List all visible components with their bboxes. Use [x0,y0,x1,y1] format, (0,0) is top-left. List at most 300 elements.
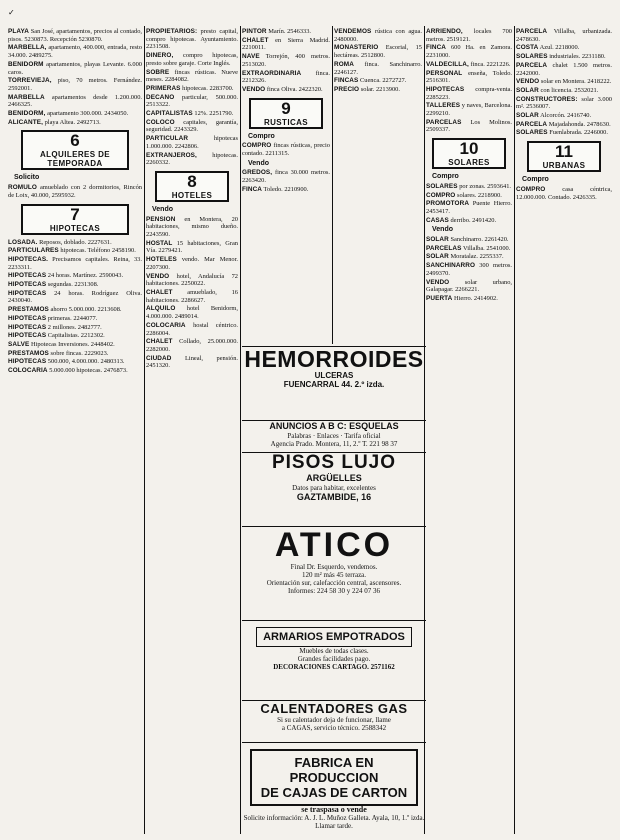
classified-ad [516,78,612,86]
ad-keyword: PARCELAS [426,118,462,126]
ad-title: FABRICA EN PRODUCCION [289,755,379,785]
ad-text: 5.000.000 hipotecas. 2476873. [49,367,128,375]
classified-ad [8,290,142,305]
classified-ad [426,279,512,294]
classified-ad [8,256,142,271]
classified-ad [146,305,238,320]
classified-ad [426,217,512,225]
ad-keyword: COSTA [516,44,539,52]
fabrica-ad [242,742,426,833]
section-number: 11 [555,142,573,162]
ad-keyword: CHALET [146,338,173,346]
ad-keyword: CONSTRUCTORES: [516,95,578,103]
classified-ad [8,341,142,349]
classified-ad [8,281,142,289]
ads-list [516,186,612,201]
ad-text: enseña, Toledo. 2516301. [426,69,512,85]
classified-ad [516,129,612,137]
classified-ad [146,52,238,67]
ad-keyword: COMPRO [426,191,456,199]
ad-keyword: CAPITALISTAS [146,110,193,118]
ad-text: playa Altea. 2492713. [44,118,101,126]
classified-ad [8,306,142,314]
subsection-label: Solicito [14,174,40,182]
ad-keyword: ALICANTE, [8,118,43,126]
ad-text: hipotecas. Teléfono 2458190. [60,247,136,255]
classified-ad [426,236,512,244]
ad-keyword: MARBELLA, [8,44,47,52]
classified-ads-page [8,8,612,834]
ads-list [426,28,512,134]
ad-text: apartamentos desde 1.200.000. 2466325. [8,93,142,109]
ad-text: presto capital, compro hipotecas. Ayuntamiento. 2231508. [146,28,238,51]
ad-keyword: HOSTAL [146,239,173,247]
ad-text: por zonas. 2593641. [459,182,512,190]
section-title: HIPOTECAS [49,223,101,233]
page-corner-mark: ✓ [8,8,15,17]
ad-text: con licencia. 2532021. [540,86,599,94]
classified-ad [242,86,330,94]
classified-ad [426,44,512,59]
ad-keyword: PRESTAMOS [8,349,49,357]
ad-keyword: PUERTA [426,294,453,302]
ad-keyword: VENDO [242,85,266,93]
ad-keyword: SOBRE [146,68,170,76]
ad-keyword: DECANO [146,93,175,101]
ad-keyword: MONASTERIO [334,44,379,52]
ad-keyword: CIUDAD [146,354,172,362]
ad-text: en Montera, 20 habitaciones, mismo dueño. 2243590. [146,215,238,239]
ad-keyword: HIPOTECAS. [8,255,49,263]
ad-text: solar. 2213900. [360,85,400,93]
ad-keyword: SOLARES [426,182,458,190]
classified-ad [146,94,238,109]
ad-line: Final Dr. Esquerdo, vendemos. [290,563,378,571]
classified-ad [516,121,612,129]
ad-text: piso, 70 metros. Fernández. 2592001. [8,77,142,92]
ad-title: CALENTADORES GAS [260,701,408,716]
classified-ad [8,350,142,358]
ad-text: fincas rústicas, precio contado. 2211315. [242,142,330,158]
classified-ad [516,53,612,61]
ad-keyword: BENIDORM, [8,110,46,118]
ad-title: DE CAJAS DE CARTON [260,785,408,800]
ad-text: Toledo. 2210900. [263,185,309,193]
ad-text: Hierro. 2414902. [454,294,498,302]
armarios-ad [242,620,426,699]
classified-ad [8,332,142,340]
section-number: 7 [70,204,80,224]
classified-ad [8,324,142,332]
ad-text: hipotecas. 2260332. [146,151,238,167]
ad-text: Cuenca. 2272727. [360,77,407,85]
classified-ad [426,200,512,215]
ad-keyword: SANCHINARRO [426,262,476,270]
ad-text: Fuenlabrada. 2246000. [549,129,608,137]
classified-ad [426,192,512,200]
ad-text: solares. 2218900. [456,191,502,199]
section-title: ALQUILERES DE TEMPORADA [39,150,111,169]
subsection-label: Compro [522,176,549,184]
classified-ad [516,96,612,111]
subsection-label: Vendo [432,226,454,234]
ad-line: GAZTAMBIDE, 16 [296,492,372,502]
ad-text: amueblado con 2 dormitorios, Rincón de Loix, 40.000, 2595932. [8,184,142,199]
ad-text: Los Molinos. 2509337. [426,118,512,134]
subsection-label: Compro [432,173,459,181]
column-5 [426,28,512,834]
ads-list [8,239,142,375]
classified-ad [334,77,422,85]
classified-ad [8,272,142,280]
classified-ad [516,44,612,52]
ad-keyword: BENIDORM [8,60,44,68]
atico-ad [242,526,426,619]
column-rule [144,26,145,834]
ad-text: 15 habitaciones, Gran Vía. 2279421. [146,239,238,255]
ad-keyword: HOTELES [146,256,177,264]
column-3 [242,28,330,363]
ad-text: Majadahonda. 2478630. [548,120,611,128]
ad-title: ARMARIOS EMPOTRADOS [256,627,412,647]
ad-keyword: SOLAR [516,86,539,94]
ad-text: solar 3.000 m². 2536007. [516,95,612,111]
classified-ad [146,256,238,271]
ad-keyword: SOLAR [516,112,539,120]
section-number: 8 [187,171,197,191]
ad-text: casa céntrica, 12.000.000. Contado. 2426335. [516,185,612,201]
ad-keyword: ARRIENDO, [426,28,463,35]
ad-text: 600 Ha. en Zamora. 2231000. [426,44,512,60]
classified-ad [334,86,422,94]
ad-text: particular, 500.000. 2513322. [146,93,238,109]
classified-ad [426,28,512,43]
ads-list [334,28,422,94]
subsection-label: Vendo [248,159,270,167]
ad-text: Marín. 2546333. [268,28,312,35]
ad-keyword: GREDOS, [242,169,273,177]
ad-line: Si su calentador deja de funcionar, llame [277,716,391,724]
classified-ad [242,169,330,184]
ad-text: Villalba, urbanizada. 2478630. [516,28,612,43]
classified-ad [8,94,142,109]
classified-ad [426,70,512,85]
ad-text: Moratalaz. 2255337. [450,253,504,261]
ad-text: apartamento 300.000. 2434050. [47,110,129,118]
column-4 [334,28,422,348]
classified-ad [146,216,238,239]
ad-keyword: PINTOR [242,28,267,35]
calentadores-ad [242,700,426,741]
ad-keyword: EXTRAORDINARIA [242,69,302,77]
classified-ad [334,61,422,76]
ad-keyword: COLOCARIA [146,321,186,329]
ads-list [8,28,142,126]
classified-ad [516,62,612,77]
ad-keyword: VALDECILLA, [426,60,469,68]
ad-line: ULCERAS [314,371,354,380]
ad-keyword: MARBELLA [8,93,45,101]
ad-keyword: COLOCARIA [8,367,48,375]
ad-line: Orientación sur, calefacción central, ascensores. [266,579,402,587]
ad-text: hotel, Andalucía 72 habitaciones. 2250022. [146,272,238,288]
ad-text: locales 700 metros. 2519121. [426,28,512,43]
classified-ad [8,184,142,199]
section-number: 6 [70,131,80,151]
ad-keyword: NAVE [242,53,260,61]
column-1 [8,28,142,834]
ad-keyword: PENSION [146,215,176,223]
ads-list [426,183,512,225]
ad-title: PISOS LUJO [271,452,397,473]
ad-line: Grandes facilidades pago. [297,655,371,663]
ad-keyword: VENDEMOS [334,28,372,35]
section-title: HOTELES [171,190,213,200]
section-number: 10 [459,139,479,159]
ad-keyword: CHALET [146,288,173,296]
classified-ad [516,186,612,201]
classified-ad [8,239,142,247]
classified-ad [8,28,142,43]
ad-text: Villalba. 2541000. [462,244,511,252]
classified-ad [242,53,330,68]
pisos-lujo-ad [242,452,426,525]
classified-ad [146,289,238,304]
ad-text: hostal céntrico. 2286004. [146,321,238,337]
ads-list [242,28,330,94]
ad-text: finca 30.000 metros. 2263420. [242,169,330,185]
column-rule [514,26,515,834]
subsection-label: Compro [248,132,275,140]
ad-keyword: SALVE [8,340,30,348]
ad-text: solar en Montera. 2418222. [540,78,612,86]
ad-text: 12%. 2251790. [194,110,234,118]
section-header-urbanas [527,141,601,172]
classified-ad [426,102,512,117]
classified-ad [8,110,142,118]
ad-box [250,749,418,806]
ad-text: hipotecas 1.000.000. 2242806. [146,135,238,150]
ad-text: 24 horas. Martínez. 2590043. [47,272,124,280]
section-title: RUSTICAS [263,117,309,127]
ad-keyword: ROMA [334,60,354,68]
anuncios-ad [242,420,426,451]
classified-ad [516,112,612,120]
classified-ad [426,61,512,69]
ad-title: HEMORROIDES [244,346,424,372]
classified-ad [146,152,238,167]
ad-text: primeras. 2244077. [47,314,98,322]
ad-keyword: SOLAR [426,253,449,261]
ad-keyword: COMPRO [242,142,272,150]
ad-text: fincas rústicas. Nueve meses. 2284082. [146,68,238,84]
ad-keyword: PARTICULARES [8,247,59,255]
classified-ad [146,322,238,337]
ad-line: a CAGAS, servicio técnico. 2588342 [281,724,387,732]
classified-ad [426,245,512,253]
ad-keyword: LOSADA. [8,238,38,246]
ad-line: Palabras · Enlaces · Tarifa oficial [287,432,381,440]
ad-keyword: PROPIETARIOS: [146,28,198,35]
ad-text: Alcorcón. 2416740. [540,112,592,120]
section-header-hipotecas [21,204,129,235]
classified-ad [146,273,238,288]
section-title: URBANAS [542,161,586,171]
ad-text: Collado, 25.000.000. 2282000. [146,338,238,353]
ad-keyword: DINERO, [146,52,174,60]
ad-text: chalet 1.500 metros. 2242000. [516,61,612,77]
ad-keyword: PARCELA [516,28,548,35]
classified-ad [146,85,238,93]
ad-keyword: FINCA [242,185,263,193]
ad-keyword: PRIMERAS [146,84,181,92]
ad-text: 24 horas. Rodríguez Oliva. 2430040. [8,289,142,305]
ad-keyword: CASAS [426,216,449,224]
ad-keyword: PRECIO [334,85,360,93]
ad-text: Azul. 2218000. [539,44,580,52]
column-rule [332,26,333,344]
ad-text: industriales. 2231180. [549,53,606,61]
ad-line: Informes: 224 58 30 y 224 07 36 [288,587,380,595]
classified-ad [242,70,330,85]
classified-ad [426,253,512,261]
ad-keyword: SOLAR [426,236,449,244]
classified-ad [334,44,422,59]
ad-text: Hipotecas Inversiones. 2448402. [30,340,115,348]
classified-ad [8,61,142,76]
ad-title: ATICO [274,526,394,564]
ad-keyword: PRESTAMOS [8,306,49,314]
column-6 [516,28,612,834]
section-header-solares [432,138,506,169]
classified-ad [426,183,512,191]
ad-keyword: PLAYA [8,28,29,35]
ad-text: finca. Sanchinarro. 2246127. [334,60,422,76]
ad-text: y naves, Barcelona. 2299210. [426,102,512,118]
ad-text: San José, apartamentos, precios al contado, pisos. 5230873. Recepción 5230870. [8,28,142,43]
section-title: SOLARES [448,158,490,168]
section-header-alquileres [21,130,129,170]
classified-ad [8,367,142,375]
ad-keyword: HIPOTECAS [8,281,47,289]
ad-text: segundas. 2231308. [47,281,99,289]
ad-text: vendo. Mar Menor. 2207300. [146,256,238,271]
ad-keyword: SOLARES [516,129,548,137]
ad-keyword: HIPOTECAS [8,272,47,280]
ad-text: capitales, garantía, seguridad. 2243329. [146,118,238,134]
ad-text: Reposos, doblado. 2227631. [39,238,112,246]
classified-ad [146,28,238,51]
ad-keyword: COLOCO [146,118,175,126]
ad-keyword: HIPOTECAS [8,358,47,366]
ad-text: Precisamos capitales. Reina, 33. 2233311. [8,255,142,271]
classified-ad [146,135,238,150]
ads-list [146,216,238,370]
column-rule [240,26,241,834]
ad-text: compra-venta. 2285223. [426,85,512,101]
ad-text: en Sierra Madrid. 2210011. [242,36,330,52]
classified-ad [146,69,238,84]
classified-ad [426,295,512,303]
classified-ad [8,44,142,59]
classified-ad [8,247,142,255]
ad-text: ahorro 5.000.000. 2213608. [50,306,122,314]
classified-ad [8,119,142,127]
ads-list [242,142,330,157]
ad-text: rústica con agua. 2480000. [334,28,422,43]
ad-text: solar urbano, Galapagar. 2266221. [426,278,512,294]
classified-ad [8,315,142,323]
ad-text: Escorial, 15 hectáreas. 2512800. [334,44,422,60]
section-header-rusticas [249,98,323,129]
ad-text: Lineal, pensión. 2451320. [146,354,238,370]
ad-keyword: ROMULO [8,184,37,192]
ad-text: Puente Hierro. 2453417. [426,200,512,215]
classified-ad [426,86,512,101]
ad-text: compro hipotecas, presto sobre garaje. Corte Inglés. [146,52,238,67]
ad-keyword: PROMOTORA [426,200,470,208]
classified-ad [516,87,612,95]
ad-keyword: PARTICULAR [146,135,189,143]
classified-ad [146,240,238,255]
ad-keyword: HIPOTECAS [8,332,47,340]
ad-text: 500.000, 4.000.000. 2480313. [47,358,125,366]
ad-line: FUENCARRAL 44. 2.º izda. [283,380,385,389]
ad-keyword: ALQUILO [146,305,176,313]
ad-keyword: HIPOTECAS [8,314,47,322]
column-2 [146,28,238,834]
classified-ad [426,119,512,134]
ad-keyword: EXTRANJEROS, [146,151,197,159]
ad-line: Solicite información: A. J. L. Muñoz Galleta. Ayala, 10, 1.º izda. Llamar tarde. [243,814,425,830]
classified-ad [8,77,142,92]
ad-line: 120 m² más 45 terraza. [301,571,367,579]
ad-keyword: PARCELAS [426,244,462,252]
hemorroides-ad [242,346,426,419]
ad-text: amueblado, 16 habitaciones. 2286627. [146,288,238,304]
ads-list [242,169,330,193]
ads-list [8,184,142,199]
ad-keyword: HIPOTECAS [8,323,47,331]
ad-text: hotel Benidorm, 4.000.000. 2489014. [146,305,238,321]
classified-ad [242,28,330,36]
ads-list [146,28,238,167]
ad-line: se traspasa o vende [301,805,367,814]
classified-ad [516,28,612,43]
ad-keyword: HIPOTECAS [8,289,47,297]
ad-text: hipotecas. 2283700. [182,84,234,92]
ad-keyword: FINCA [426,44,447,52]
ad-line: Agencia Prado. Montera, 11, 2.º T. 221 98 37 [270,440,398,448]
classified-ad [242,186,330,194]
classified-ad [146,119,238,134]
ad-text: finca. 2212326. [242,69,330,85]
ad-text: Sanchinarro. 2261420. [450,236,509,244]
ad-line: DECORACIONES CARTAGO. 2571162 [273,663,395,671]
ad-title: ANUNCIOS A B C: ESQUELAS [269,421,399,431]
ad-keyword: HIPOTECAS [426,85,465,93]
ad-keyword: VENDO [516,78,540,86]
ad-text: derribo. 2491420. [450,216,497,224]
ad-keyword: COMPRO [516,185,546,193]
ad-keyword: CHALET [242,36,269,44]
classified-ad [426,262,512,277]
ad-text: 2 millones. 2482777. [47,323,102,331]
ad-keyword: VENDO [146,272,170,280]
ad-line: Muebles de todas clases. [299,647,369,655]
ad-text: finca Oliva. 2422320. [266,85,323,93]
ad-keyword: FINCAS [334,77,359,85]
